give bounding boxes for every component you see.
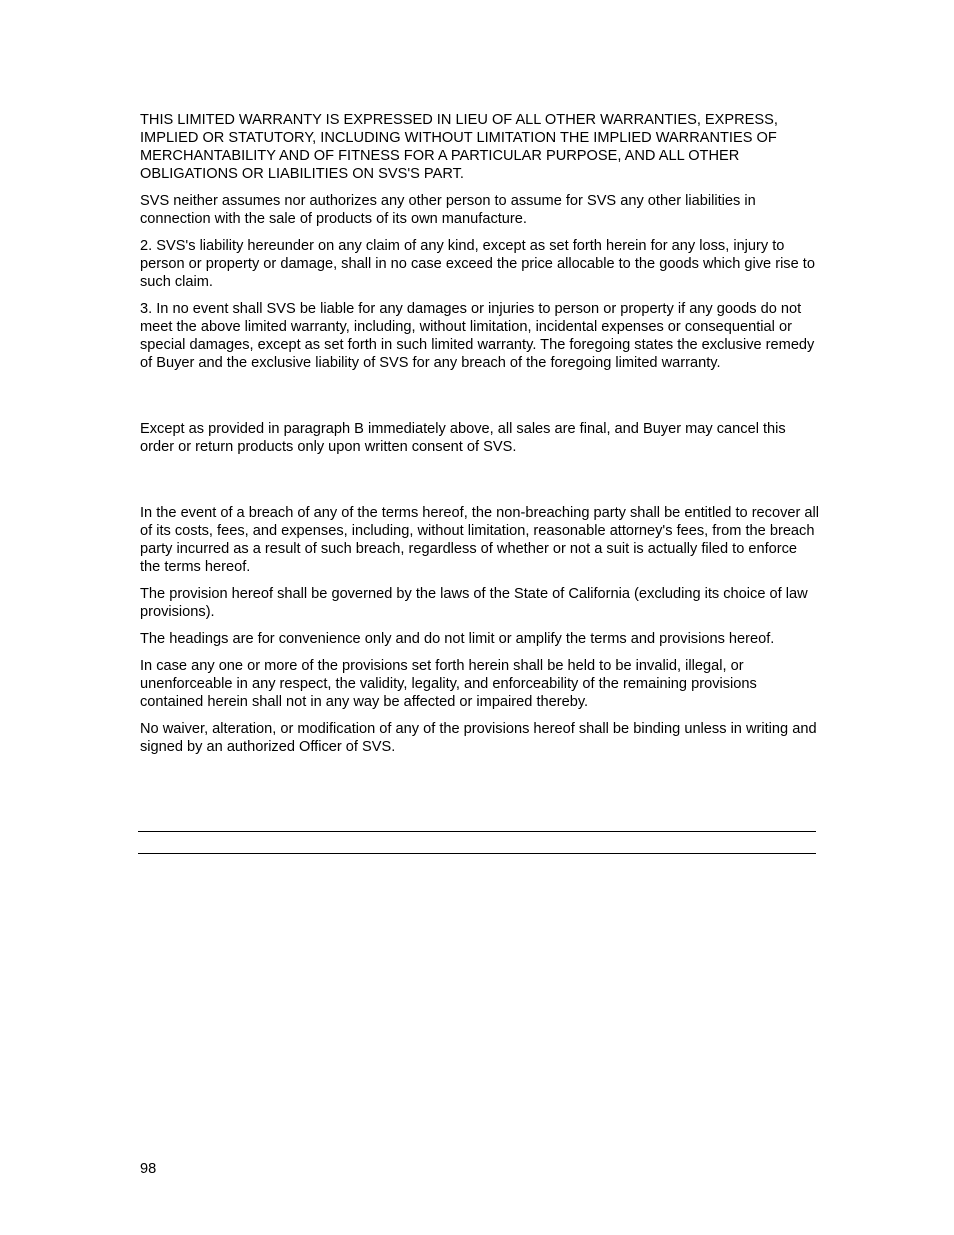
document-body: [140, 111, 820, 756]
governing-law-paragraph: The provision hereof shall be governed by the laws of the State of California (excluding its choice of law provisions).: [140, 586, 808, 620]
waiver-paragraph: No waiver, alteration, or modification of any of the provisions hereof shall be binding unless in writing and signed by an authorized Officer of SVS.: [140, 721, 817, 755]
liability-assumption-paragraph: SVS neither assumes nor authorizes any other person to assume for SVS any other liabilities in connection with the sale of products of its own manufacture.: [140, 193, 756, 227]
horizontal-divider: [138, 831, 816, 832]
page-number: 98: [140, 1161, 157, 1177]
liability-limit-paragraph: 2. SVS's liability hereunder on any claim of any kind, except as set forth herein for any loss, injury to person or property or damage, shall in no case exceed the price allocable to the goods which give rise to such claim.: [140, 238, 815, 290]
damages-exclusion-paragraph: 3. In no event shall SVS be liable for any damages or injuries to person or property if any goods do not meet the above limited warranty, including, without limitation, incidental expenses or consequential or special damages, except as set forth in such limited warranty. The foregoing states the exclusive remedy of Buyer and the exclusive liability of SVS for any breach of the foregoing limited warranty.: [140, 301, 815, 371]
headings-paragraph: The headings are for convenience only and do not limit or amplify the terms and provisions hereof.: [140, 631, 775, 647]
sales-final-paragraph: Except as provided in paragraph B immediately above, all sales are final, and Buyer may cancel this order or return products only upon written consent of SVS.: [140, 421, 786, 455]
horizontal-divider: [138, 853, 816, 854]
severability-paragraph: In case any one or more of the provisions set forth herein shall be held to be invalid, illegal, or unenforceable in any respect, the validity, legality, and enforceability of the remaining provisions contained herein shall not in any way be affected or impaired thereby.: [140, 658, 757, 710]
breach-costs-paragraph: In the event of a breach of any of the terms hereof, the non-breaching party shall be entitled to recover all of its costs, fees, and expenses, including, without limitation, reasonable attorney's fees, from the breach party incurred as a result of such breach, regardless of whether or not a suit is actually filed to enforce the terms hereof.: [140, 505, 820, 575]
warranty-disclaimer-paragraph: THIS LIMITED WARRANTY IS EXPRESSED IN LIEU OF ALL OTHER WARRANTIES, EXPRESS, IMPLIED OR STATUTORY, INCLUDING WITHOUT LIMITATION THE IMPLIED WARRANTIES OF MERCHANTABILITY AND OF FITNESS FOR A PARTICULAR PURPOSE, AND ALL OTHER OBLIGATIONS OR LIABILITIES ON SVS'S PART.: [140, 112, 778, 182]
